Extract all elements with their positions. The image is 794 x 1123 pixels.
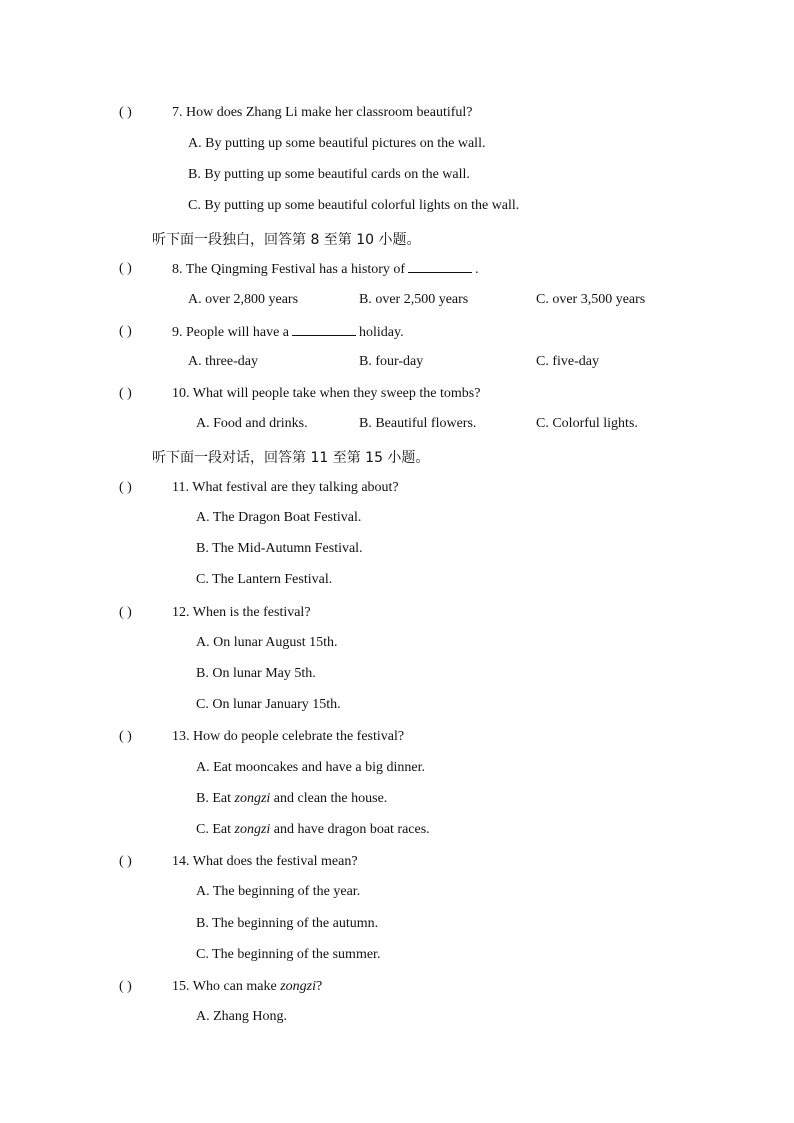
option-11a: A. The Dragon Boat Festival. bbox=[196, 510, 362, 525]
option-15a: A. Zhang Hong. bbox=[196, 1009, 287, 1024]
answer-paren[interactable]: ( ) bbox=[119, 386, 132, 401]
option-12a: A. On lunar August 15th. bbox=[196, 635, 338, 650]
option-14b: B. The beginning of the autumn. bbox=[196, 916, 379, 931]
option-italic-word: zongzi bbox=[234, 791, 271, 806]
answer-paren[interactable]: ( ) bbox=[119, 324, 132, 339]
option-8c: C. over 3,500 years bbox=[536, 292, 646, 307]
option-7c: C. By putting up some beautiful colorful lights on the wall. bbox=[188, 198, 520, 213]
question-text bbox=[172, 323, 404, 342]
option-text: B. Eat bbox=[196, 791, 231, 806]
option-9c: C. five-day bbox=[536, 354, 599, 369]
option-13c bbox=[196, 822, 430, 838]
option-8a: A. over 2,800 years bbox=[188, 292, 299, 307]
answer-paren[interactable]: ( ) bbox=[119, 480, 132, 495]
question-text: 11. What festival are they talking about? bbox=[172, 480, 399, 495]
option-13b bbox=[196, 791, 387, 807]
option-13a: A. Eat mooncakes and have a big dinner. bbox=[196, 760, 425, 775]
answer-paren[interactable]: ( ) bbox=[119, 605, 132, 620]
question-text-after: . bbox=[475, 262, 479, 277]
option-14c: C. The beginning of the summer. bbox=[196, 947, 381, 962]
option-12c: C. On lunar January 15th. bbox=[196, 697, 341, 712]
question-text-before: 8. The Qingming Festival has a history of bbox=[172, 262, 406, 277]
answer-paren[interactable]: ( ) bbox=[119, 979, 132, 994]
option-10b: B. Beautiful flowers. bbox=[359, 416, 477, 431]
answer-blank[interactable] bbox=[408, 260, 472, 273]
question-text-after: ? bbox=[316, 979, 323, 994]
answer-paren[interactable]: ( ) bbox=[119, 854, 132, 869]
answer-paren[interactable]: ( ) bbox=[119, 105, 132, 120]
section-instruction-2: 听下面一段对话，回答第 11 至第 15 小题。 bbox=[152, 450, 430, 466]
question-text bbox=[172, 260, 479, 279]
question-italic-word: zongzi bbox=[280, 979, 317, 994]
option-14a: A. The beginning of the year. bbox=[196, 884, 361, 899]
option-text: and clean the house. bbox=[273, 791, 388, 806]
answer-paren[interactable]: ( ) bbox=[119, 729, 132, 744]
question-text bbox=[172, 978, 322, 996]
question-text: 13. How do people celebrate the festival? bbox=[172, 729, 405, 744]
option-10c: C. Colorful lights. bbox=[536, 416, 638, 431]
option-italic-word: zongzi bbox=[234, 822, 271, 837]
section-instruction-1: 听下面一段独白，回答第 8 至第 10 小题。 bbox=[152, 232, 421, 248]
answer-paren[interactable]: ( ) bbox=[119, 261, 132, 276]
option-text: and have dragon boat races. bbox=[273, 822, 430, 837]
option-9b: B. four-day bbox=[359, 354, 424, 369]
option-11c: C. The Lantern Festival. bbox=[196, 572, 333, 587]
option-12b: B. On lunar May 5th. bbox=[196, 666, 316, 681]
option-7b: B. By putting up some beautiful cards on the wall. bbox=[188, 167, 470, 182]
question-text: 7. How does Zhang Li make her classroom beautiful? bbox=[172, 105, 473, 120]
question-text: 10. What will people take when they sweep the tombs? bbox=[172, 386, 481, 401]
option-10a: A. Food and drinks. bbox=[196, 416, 308, 431]
option-9a: A. three-day bbox=[188, 354, 258, 369]
question-text-after: holiday. bbox=[359, 325, 404, 340]
question-text-before: 15. Who can make bbox=[172, 979, 277, 994]
option-11b: B. The Mid-Autumn Festival. bbox=[196, 541, 363, 556]
option-8b: B. over 2,500 years bbox=[359, 292, 469, 307]
answer-blank[interactable] bbox=[292, 323, 356, 336]
question-text-before: 9. People will have a bbox=[172, 325, 290, 340]
question-text: 12. When is the festival? bbox=[172, 605, 311, 620]
option-7a: A. By putting up some beautiful pictures on the wall. bbox=[188, 136, 486, 151]
question-text: 14. What does the festival mean? bbox=[172, 854, 358, 869]
option-text: C. Eat bbox=[196, 822, 231, 837]
